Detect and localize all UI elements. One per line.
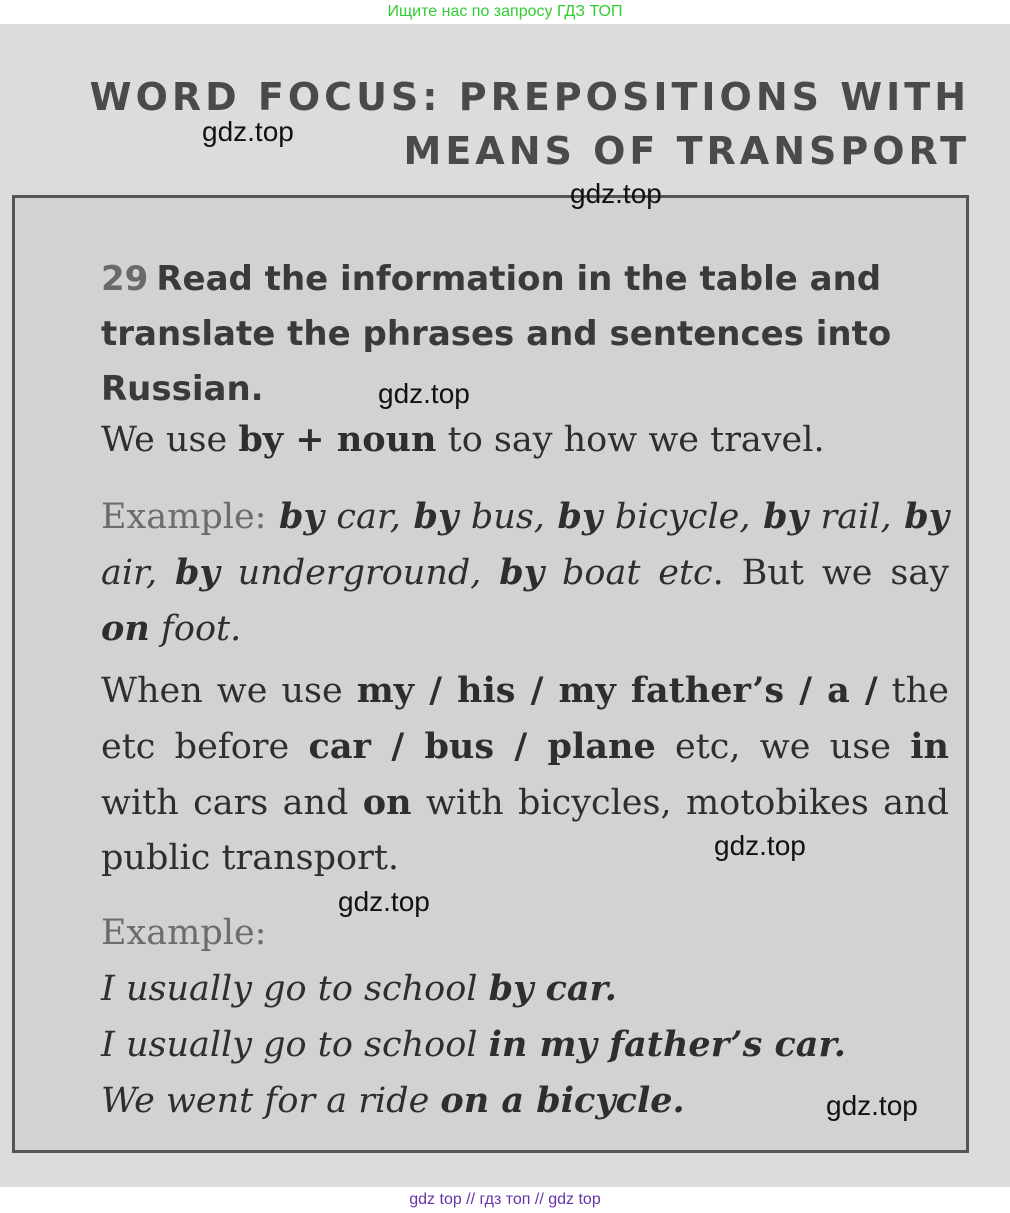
rule-text: When we use [101, 671, 357, 711]
sentence-bold: on a bicycle. [440, 1080, 685, 1121]
rule-text: to say how we travel. [436, 420, 825, 460]
rule-in-on [101, 663, 949, 886]
watermark: gdz.top [714, 830, 806, 861]
example-bold: by [413, 496, 459, 537]
example-bold: by [904, 496, 950, 537]
example-label: Example: [101, 913, 267, 953]
watermark: gdz.top [338, 886, 430, 917]
rule-bold: my / his / my father’s / a / [356, 670, 878, 711]
rule-bold: on [362, 782, 412, 823]
example-sentence-2 [101, 1017, 949, 1073]
example-in-on [101, 906, 949, 1129]
example-bold: by [557, 496, 603, 537]
rule-text: etc, we use [655, 727, 911, 767]
section-heading [30, 70, 970, 178]
sentence-text: I usually go to school [101, 1025, 489, 1065]
heading-line-2: MEANS OF TRANSPORT [403, 129, 970, 173]
rule-bold: car / bus / plane [308, 726, 656, 767]
watermark: gdz.top [202, 116, 294, 147]
watermark: gdz.top [378, 378, 470, 409]
example-bold: by [279, 496, 324, 537]
rule-bold: by + noun [238, 419, 437, 460]
rule-text: the etc before [101, 671, 949, 767]
rule-text: with cars and [101, 783, 363, 823]
task-number: 29 [101, 259, 149, 299]
example-text: . But we say [712, 553, 949, 593]
task-text: Read the information in the table and translate the phrases and sentences into Russian. [101, 259, 892, 409]
example-bold: by [763, 496, 808, 537]
example-sentence-1 [101, 961, 949, 1017]
example-word: rail, [807, 497, 905, 537]
example-bold: by [499, 552, 545, 593]
top-banner: Ищите нас по запросу ГДЗ ТОП [387, 3, 623, 20]
example-word: foot. [149, 609, 242, 649]
rule-text: with bicycles, motobikes and public transport. [101, 783, 949, 878]
sentence-text: We went for a ride [101, 1081, 441, 1121]
example-word: car, [323, 497, 414, 537]
sentence-bold: in my father’s car. [488, 1024, 846, 1065]
example-word: air, [101, 553, 175, 593]
sentence-bold: by car. [488, 968, 617, 1009]
example-word: bicycle, [602, 497, 764, 537]
example-word: underground, [219, 553, 500, 593]
bottom-banner: gdz top // гдз топ // gdz top [409, 1191, 601, 1208]
rule-bold: in [910, 726, 950, 767]
textbook-page [0, 24, 1010, 1187]
rule-by-noun [101, 412, 949, 468]
example-sentence-3 [101, 1073, 949, 1129]
sentence-text: I usually go to school [101, 969, 489, 1009]
example-bold: on [101, 608, 150, 649]
rule-text: We use [101, 420, 239, 460]
example-bold: by [174, 552, 220, 593]
watermark: gdz.top [570, 178, 662, 209]
watermark: gdz.top [826, 1090, 918, 1121]
example-by-transport [101, 489, 949, 657]
example-word: boat etc [544, 553, 713, 593]
task-instruction [101, 252, 931, 417]
example-label: Example: [101, 497, 280, 537]
heading-line-1: WORD FOCUS: PREPOSITIONS WITH [89, 75, 970, 119]
info-box [12, 195, 969, 1153]
example-word: bus, [458, 497, 558, 537]
